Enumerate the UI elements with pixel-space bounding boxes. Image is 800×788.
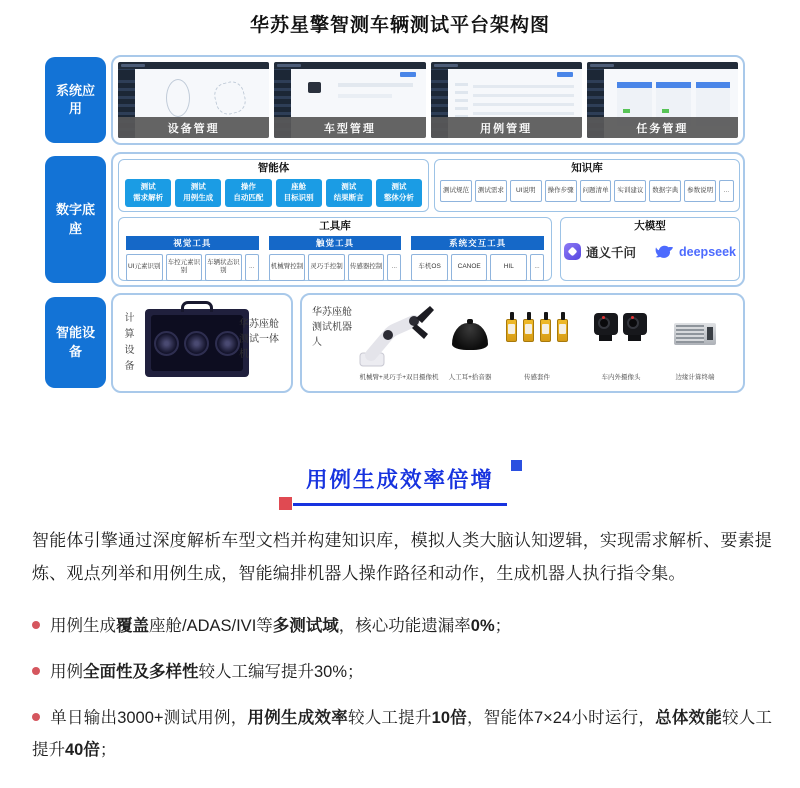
bullet-item <box>32 656 772 688</box>
bullet-item <box>32 702 772 766</box>
record-dot <box>602 316 605 319</box>
window-logo <box>277 64 301 67</box>
tongyi-label: 通义千问 <box>586 245 637 260</box>
window-logo <box>590 64 614 67</box>
sensor-sticker <box>525 324 532 334</box>
tongyi-qianwen-logo <box>564 243 636 261</box>
knowledge-item-more: ... <box>719 180 734 202</box>
ui-skeleton-button <box>400 72 416 77</box>
tool-items <box>269 254 402 281</box>
knowledge-base-box <box>434 159 740 212</box>
tool-item-more: ... <box>530 254 544 281</box>
tool-group-tactile <box>269 236 402 281</box>
system-apps-panel <box>111 55 745 145</box>
sensor-kit-image <box>506 319 568 342</box>
bullet-seg-bold: 多测试域 <box>272 617 339 635</box>
screenshot-task-mgmt <box>587 62 738 138</box>
device-caption: 机械臂+灵巧手+双目摄像机 <box>359 374 439 381</box>
bullet-seg-bold: 10倍 <box>431 709 467 727</box>
agent-capability <box>225 179 271 207</box>
rig-handle <box>181 301 213 312</box>
section-heading-block <box>0 461 800 506</box>
knowledge-item: 测试规范 <box>440 180 472 202</box>
sensor-dongle <box>540 319 551 342</box>
tool-items <box>411 254 544 281</box>
screenshot-strip <box>113 57 743 143</box>
llm-logos <box>561 243 739 261</box>
record-dot <box>631 316 634 319</box>
fan-icon <box>154 331 179 356</box>
window-logo <box>434 64 458 67</box>
screenshot-caption: 车型管理 <box>274 117 425 138</box>
sensor-antenna <box>510 312 514 320</box>
knowledge-item: 操作步骤 <box>545 180 577 202</box>
action-camera <box>623 313 647 335</box>
deepseek-logo <box>652 244 736 260</box>
screenshot-usecase-mgmt <box>431 62 582 138</box>
ui-skeleton-tree <box>455 83 469 121</box>
sensor-sticker <box>508 324 515 334</box>
tool-item: 车控元素识别 <box>166 254 203 281</box>
agent-capability <box>175 179 221 207</box>
tool-item-more: ... <box>387 254 401 281</box>
knowledge-item: 实训建议 <box>614 180 646 202</box>
device-caption: 传感套件 <box>524 374 550 381</box>
bullet-seg: 用例生成 <box>50 617 116 635</box>
intro-paragraph: 智能体引擎通过深度解析车型文档并构建知识库，模拟人类大脑认知逻辑，实现需求解析、要素提炼、观点列举和用例生成，智能编排机器人操作路径和动作，生成机器人执行指令集。 <box>32 531 772 583</box>
bullet-seg: ，智能体7×24小时运行， <box>467 709 656 727</box>
tool-item: 车机OS <box>411 254 448 281</box>
tool-item: 灵巧手控制 <box>308 254 345 281</box>
camera-mount <box>599 335 612 341</box>
bullet-seg: 用例 <box>50 663 83 681</box>
robot-product-name: 华苏座舱测试机器人 <box>312 307 352 348</box>
tongyi-icon <box>564 243 581 260</box>
tool-item: UI元素识别 <box>126 254 163 281</box>
tool-item: 机械臂控制 <box>269 254 306 281</box>
window-titlebar <box>118 62 269 69</box>
tool-group-vision <box>126 236 259 281</box>
agent-capability-line2: 需求解析 <box>133 192 164 202</box>
bullet-seg: 较人工提升 <box>32 709 773 759</box>
sensor-sticker <box>542 324 549 334</box>
row-label-system-apps: 系统应用 <box>45 57 106 143</box>
row-label-digital-base: 数字底座 <box>45 156 106 283</box>
device-caption: 车内外摄像头 <box>601 374 641 381</box>
ui-skeleton-line <box>338 94 392 98</box>
agent-capability-line1: 测试 <box>140 181 156 191</box>
thumbnail-chip <box>308 82 321 93</box>
tool-group-system-interaction <box>411 236 544 281</box>
agent-capability-line1: 操作 <box>240 181 256 191</box>
tool-library-title: 工具库 <box>319 220 351 232</box>
sensor-dongle <box>506 319 517 342</box>
llm-title: 大模型 <box>634 220 666 232</box>
compute-device-box <box>111 293 293 393</box>
agent-title: 智能体 <box>257 162 290 174</box>
bullet-seg-bold: 40倍 <box>65 741 100 759</box>
agent-capability <box>376 179 422 207</box>
bullet-item <box>32 610 772 642</box>
engine-sketch <box>211 79 248 117</box>
window-titlebar <box>587 62 738 69</box>
section-heading: 用例生成效率倍增 <box>305 468 494 492</box>
tool-library-box <box>118 217 552 281</box>
bullet-seg-bold: 覆盖 <box>116 617 149 635</box>
tool-item: CANOE <box>451 254 488 281</box>
bullet-dot-icon <box>32 667 40 675</box>
agent-capability-line2: 用例生成 <box>183 192 214 202</box>
sensor-sticker <box>559 324 566 334</box>
compute-device-product-name: 华苏座舱测试一体机 <box>239 319 279 360</box>
digital-base-panel <box>111 152 745 287</box>
tool-item: 传感器控制 <box>348 254 385 281</box>
tool-items <box>126 254 259 281</box>
deepseek-label: deepseek <box>679 244 736 259</box>
bullet-seg-bold: 0% <box>470 617 495 635</box>
tool-group-header: 视觉工具 <box>126 236 259 250</box>
rig-front-panel <box>151 315 243 371</box>
tool-group-header: 触觉工具 <box>269 236 402 250</box>
fan-icon <box>215 331 240 356</box>
tool-group-header: 系统交互工具 <box>411 236 544 250</box>
window-logo <box>121 64 145 67</box>
agent-capability <box>276 179 322 207</box>
knowledge-item: 测试需求 <box>475 180 507 202</box>
window-titlebar <box>431 62 582 69</box>
camera-mount <box>628 335 641 341</box>
agent-capability-line1: 测试 <box>341 181 357 191</box>
agent-capability-line2: 整体分析 <box>383 192 414 202</box>
terminal-port <box>707 327 713 340</box>
bullet-seg: ，核心功能遗漏率 <box>338 617 471 635</box>
sensor-antenna <box>544 312 548 320</box>
tool-item: 车辆状态识别 <box>205 254 242 281</box>
agent-button-row <box>119 175 428 207</box>
bullet-seg: ； <box>494 617 512 635</box>
agent-capability <box>125 179 171 207</box>
knowledge-item: UI说明 <box>510 180 542 202</box>
bullet-list <box>32 610 772 780</box>
screenshot-device-mgmt <box>118 62 269 138</box>
ear-nub <box>467 319 473 324</box>
robot-devices-box <box>300 293 745 393</box>
device-caption: 人工耳+拾音器 <box>448 374 492 381</box>
window-titlebar <box>274 62 425 69</box>
knowledge-item: 参数说明 <box>684 180 716 202</box>
action-camera <box>594 313 618 335</box>
robot-arm-image <box>356 295 440 371</box>
ui-skeleton-table <box>473 85 574 119</box>
screenshot-caption: 设备管理 <box>118 117 269 138</box>
knowledge-item-row <box>435 175 739 202</box>
agent-box <box>118 159 429 212</box>
knowledge-base-title: 知识库 <box>571 162 603 174</box>
bullet-seg: 较人工编写提升30%； <box>198 663 364 681</box>
screenshot-caption: 任务管理 <box>587 117 738 138</box>
sensor-dongle <box>557 319 568 342</box>
sensor-antenna <box>527 312 531 320</box>
tool-groups <box>119 233 551 281</box>
status-chip-green <box>623 109 630 113</box>
bullet-dot-icon <box>32 713 40 721</box>
test-rig-image <box>145 309 249 377</box>
tool-item-more: ... <box>245 254 259 281</box>
agent-capability-line1: 座舱 <box>291 181 307 191</box>
blue-accent-square <box>511 460 522 471</box>
fan-icon <box>184 331 209 356</box>
status-chip-green <box>662 109 669 113</box>
page-title: 华苏星擎智测车辆测试平台架构图 <box>249 15 550 36</box>
row-label-smart-devices: 智能设备 <box>45 297 106 388</box>
agent-capability-line1: 测试 <box>391 181 407 191</box>
deepseek-whale-icon <box>652 244 674 260</box>
llm-box <box>560 217 740 281</box>
artificial-ear-image <box>452 323 488 350</box>
ui-skeleton-button <box>557 72 573 77</box>
agent-capability-line2: 目标识别 <box>283 192 314 202</box>
screenshot-caption: 用例管理 <box>431 117 582 138</box>
bullet-seg-bold: 全面性及多样性 <box>83 663 199 681</box>
tool-item: HIL <box>490 254 527 281</box>
bullet-seg: 较人工提升 <box>347 709 432 727</box>
device-caption: 边缘计算终端 <box>675 374 715 381</box>
bullet-dot-icon <box>32 621 40 629</box>
bullet-seg: 座舱/ADAS/IVI等 <box>149 617 273 635</box>
knowledge-item: 数据字典 <box>649 180 681 202</box>
sensor-antenna <box>561 312 565 320</box>
heatsink-fins <box>676 325 704 343</box>
sensor-dongle <box>523 319 534 342</box>
section-heading-wrap <box>293 461 507 506</box>
agent-capability <box>326 179 372 207</box>
tongyi-icon-mark <box>568 247 578 257</box>
agent-capability-line2: 自动匹配 <box>233 192 264 202</box>
red-accent-square <box>279 497 292 510</box>
bullet-seg-bold: 总体效能 <box>655 709 723 727</box>
bullet-seg: ； <box>99 741 117 759</box>
car-topview-sketch <box>166 79 190 117</box>
ui-skeleton-line <box>338 83 414 87</box>
agent-capability-line1: 测试 <box>190 181 206 191</box>
screenshot-vehicle-mgmt <box>274 62 425 138</box>
bullet-seg-bold: 用例生成效率 <box>247 709 348 727</box>
bullet-seg: 单日输出3000+测试用例， <box>50 709 248 727</box>
compute-device-side-label: 计算设备 <box>124 313 135 372</box>
agent-capability-line2: 结果断言 <box>333 192 364 202</box>
edge-terminal-image <box>674 323 716 345</box>
knowledge-item: 问题清单 <box>580 180 612 202</box>
camera-pair-image <box>594 313 647 335</box>
